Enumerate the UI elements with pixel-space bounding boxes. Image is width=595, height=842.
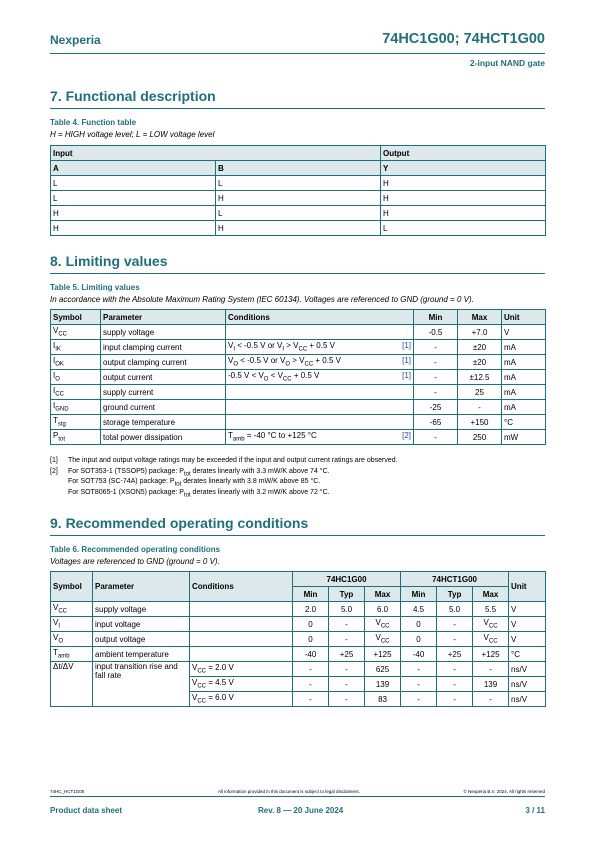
parameter-cell: supply current bbox=[101, 385, 226, 400]
table-row bbox=[51, 221, 546, 236]
cell: H bbox=[216, 191, 381, 206]
symbol-cell: $T_{stg}$ bbox=[51, 415, 101, 430]
conditions-cell bbox=[226, 415, 414, 430]
symbol-cell: $V_I$ bbox=[51, 617, 93, 632]
table-row bbox=[51, 430, 546, 445]
conditions-cell bbox=[190, 602, 293, 617]
cell: L bbox=[381, 221, 546, 236]
parameter-cell: ground current bbox=[101, 400, 226, 415]
footer-revision: Rev. 8 — 20 June 2024 bbox=[258, 806, 344, 815]
symbol-cell: $I_{OK}$ bbox=[51, 355, 101, 370]
value-cell: - bbox=[293, 662, 329, 677]
max-cell: 250 bbox=[458, 430, 502, 445]
value-cell: - bbox=[329, 662, 365, 677]
parameter-cell: input voltage bbox=[93, 617, 190, 632]
col-header-y: Y bbox=[381, 161, 546, 176]
unit-cell: mA bbox=[502, 385, 546, 400]
footer-copyright: © Nexperia B.V. 2024. All rights reserved bbox=[463, 789, 545, 794]
cell: L bbox=[51, 176, 216, 191]
value-cell: - bbox=[329, 617, 365, 632]
table-row bbox=[51, 602, 546, 617]
table-row bbox=[51, 340, 546, 355]
unit-cell: V bbox=[509, 602, 546, 617]
cell: H bbox=[51, 221, 216, 236]
recommended-conditions-table bbox=[50, 571, 546, 707]
value-cell: - bbox=[437, 662, 473, 677]
parameter-cell: storage temperature bbox=[101, 415, 226, 430]
value-cell: - bbox=[329, 632, 365, 647]
parameter-cell: input transition rise and fall rate bbox=[93, 662, 190, 707]
symbol-cell: Δt/ΔV bbox=[51, 662, 93, 707]
unit-cell: ns/V bbox=[509, 662, 546, 677]
value-cell: $V_{CC}$ bbox=[473, 632, 509, 647]
unit-cell: mA bbox=[502, 340, 546, 355]
conditions-cell bbox=[226, 325, 414, 340]
cell: L bbox=[216, 206, 381, 221]
conditions-cell bbox=[226, 400, 414, 415]
conditions-cell bbox=[190, 647, 293, 662]
conditions-cell: $V_{CC} = 4.5$ V bbox=[190, 677, 293, 692]
footer-divider bbox=[50, 796, 545, 797]
min-cell: -65 bbox=[414, 415, 458, 430]
table-5-caption: Table 5. Limiting values bbox=[50, 283, 140, 292]
table-row bbox=[51, 400, 546, 415]
section-8-divider bbox=[50, 273, 545, 274]
footnote-ref[interactable]: [2] bbox=[402, 431, 411, 441]
subheader-min: Min bbox=[293, 587, 329, 602]
unit-cell: V bbox=[502, 325, 546, 340]
value-cell: 625 bbox=[365, 662, 401, 677]
col-header-parameter: Parameter bbox=[101, 310, 226, 325]
section-8-title: 8. Limiting values bbox=[50, 253, 168, 269]
max-cell: 25 bbox=[458, 385, 502, 400]
parameter-cell: input clamping current bbox=[101, 340, 226, 355]
value-cell: 6.0 bbox=[365, 602, 401, 617]
footer-doc-id: 74HC_HCT1G00 bbox=[50, 789, 85, 794]
value-cell: - bbox=[437, 692, 473, 707]
symbol-cell: $I_{IK}$ bbox=[51, 340, 101, 355]
max-cell: +150 bbox=[458, 415, 502, 430]
brand-name: Nexperia bbox=[50, 33, 101, 47]
value-cell: 139 bbox=[365, 677, 401, 692]
value-cell: - bbox=[401, 662, 437, 677]
cell: H bbox=[381, 191, 546, 206]
cell: H bbox=[51, 206, 216, 221]
value-cell: - bbox=[437, 677, 473, 692]
conditions-cell: $V_O < -0.5$ V or $V_O > V_{CC} + 0.5$ V [1] bbox=[226, 355, 414, 370]
value-cell: $V_{CC}$ bbox=[365, 632, 401, 647]
max-cell: ±20 bbox=[458, 355, 502, 370]
footnote-ref[interactable]: [1] bbox=[402, 356, 411, 366]
max-cell: - bbox=[458, 400, 502, 415]
unit-cell: V bbox=[509, 617, 546, 632]
cell: H bbox=[381, 176, 546, 191]
section-7-title: 7. Functional description bbox=[50, 88, 216, 104]
min-cell: - bbox=[414, 340, 458, 355]
footnote-line: For SOT753 (SC-74A) package: $P_{tot}$ derates linearly with 3.8 mW/K above 85 °C. bbox=[68, 478, 321, 488]
value-cell: - bbox=[329, 692, 365, 707]
value-cell: 0 bbox=[293, 632, 329, 647]
conditions-cell: $T_{amb} = -40$ °C to +125 °C [2] bbox=[226, 430, 414, 445]
conditions-cell: $V_I < -0.5$ V or $V_I > V_{CC} + 0.5$ V [1] bbox=[226, 340, 414, 355]
document-subtitle: 2-input NAND gate bbox=[469, 58, 545, 68]
conditions-cell: $V_{CC} = 6.0$ V bbox=[190, 692, 293, 707]
table-row bbox=[51, 385, 546, 400]
value-cell: - bbox=[401, 692, 437, 707]
value-cell: +125 bbox=[473, 647, 509, 662]
max-cell: ±20 bbox=[458, 340, 502, 355]
symbol-cell: $V_O$ bbox=[51, 632, 93, 647]
unit-cell: ns/V bbox=[509, 677, 546, 692]
cell: L bbox=[51, 191, 216, 206]
value-cell: 139 bbox=[473, 677, 509, 692]
value-cell: +25 bbox=[437, 647, 473, 662]
footer-disclaimer: All information provided in this document is subject to legal disclaimers. bbox=[218, 789, 360, 794]
unit-cell: mA bbox=[502, 370, 546, 385]
max-cell: +7.0 bbox=[458, 325, 502, 340]
symbol-cell: $I_{CC}$ bbox=[51, 385, 101, 400]
min-cell: -25 bbox=[414, 400, 458, 415]
unit-cell: mW bbox=[502, 430, 546, 445]
unit-cell: mA bbox=[502, 355, 546, 370]
col-header-min: Min bbox=[414, 310, 458, 325]
min-cell: -0.5 bbox=[414, 325, 458, 340]
footnote-line: [2] For SOT353-1 (TSSOP5) package: $P_{tot}$ derates linearly with 3.3 mW/K above 74 °C. bbox=[50, 467, 330, 477]
parameter-cell: output voltage bbox=[93, 632, 190, 647]
footnote-line: [1] The input and output voltage ratings may be exceeded if the input and output current ratings are observed. bbox=[50, 457, 398, 464]
table-row bbox=[51, 191, 546, 206]
col-header-symbol: Symbol bbox=[51, 572, 93, 602]
col-header-74hct1g00: 74HCT1G00 bbox=[401, 572, 509, 587]
table-row bbox=[51, 617, 546, 632]
value-cell: - bbox=[293, 692, 329, 707]
symbol-cell: $I_O$ bbox=[51, 370, 101, 385]
header-divider bbox=[50, 53, 545, 54]
limiting-values-table bbox=[50, 309, 546, 445]
table-row bbox=[51, 176, 546, 191]
col-header-unit: Unit bbox=[509, 572, 546, 602]
col-header-a: A bbox=[51, 161, 216, 176]
parameter-cell: supply voltage bbox=[93, 602, 190, 617]
symbol-cell: $T_{amb}$ bbox=[51, 647, 93, 662]
table-row bbox=[51, 632, 546, 647]
value-cell: 83 bbox=[365, 692, 401, 707]
cell: H bbox=[216, 221, 381, 236]
value-cell: - bbox=[437, 632, 473, 647]
function-table bbox=[50, 145, 546, 236]
subheader-max: Max bbox=[365, 587, 401, 602]
parameter-cell: total power dissipation bbox=[101, 430, 226, 445]
unit-cell: °C bbox=[509, 647, 546, 662]
col-header-symbol: Symbol bbox=[51, 310, 101, 325]
col-header-unit: Unit bbox=[502, 310, 546, 325]
value-cell: $V_{CC}$ bbox=[473, 617, 509, 632]
value-cell: 0 bbox=[401, 632, 437, 647]
min-cell: - bbox=[414, 370, 458, 385]
min-cell: - bbox=[414, 430, 458, 445]
table-4-caption: Table 4. Function table bbox=[50, 118, 137, 127]
unit-cell: °C bbox=[502, 415, 546, 430]
table-row bbox=[51, 325, 546, 340]
footer-doc-type: Product data sheet bbox=[50, 806, 123, 815]
conditions-cell: -0.5 $V < V_O < V_{CC} + 0.5$ V [1] bbox=[226, 370, 414, 385]
parameter-cell: output clamping current bbox=[101, 355, 226, 370]
part-number: 74HC1G00; 74HCT1G00 bbox=[382, 31, 545, 47]
conditions-cell bbox=[190, 632, 293, 647]
table-4-note: H = HIGH voltage level; L = LOW voltage level bbox=[50, 130, 215, 139]
section-7-divider bbox=[50, 108, 545, 109]
table-row bbox=[51, 662, 546, 677]
value-cell: 0 bbox=[401, 617, 437, 632]
conditions-cell: $V_{CC} = 2.0$ V bbox=[190, 662, 293, 677]
value-cell: 4.5 bbox=[401, 602, 437, 617]
cell: H bbox=[381, 206, 546, 221]
footnote-line: For SOT8065-1 (XSON5) package: $P_{tot}$ derates linearly with 3.2 mW/K above 72 °C. bbox=[68, 488, 330, 498]
subheader-min: Min bbox=[401, 587, 437, 602]
symbol-cell: $V_{CC}$ bbox=[51, 602, 93, 617]
subheader-max: Max bbox=[473, 587, 509, 602]
unit-cell: ns/V bbox=[509, 692, 546, 707]
table-row bbox=[51, 370, 546, 385]
value-cell: -40 bbox=[293, 647, 329, 662]
value-cell: - bbox=[473, 662, 509, 677]
subheader-typ: Typ bbox=[437, 587, 473, 602]
parameter-cell: supply voltage bbox=[101, 325, 226, 340]
col-header-74hc1g00: 74HC1G00 bbox=[293, 572, 401, 587]
col-header-conditions: Conditions bbox=[190, 572, 293, 602]
value-cell: - bbox=[401, 677, 437, 692]
symbol-cell: $I_{GND}$ bbox=[51, 400, 101, 415]
col-header-conditions: Conditions bbox=[226, 310, 414, 325]
subheader-typ: Typ bbox=[329, 587, 365, 602]
table-row bbox=[51, 206, 546, 221]
max-cell: ±12.5 bbox=[458, 370, 502, 385]
table-6-caption: Table 6. Recommended operating conditions bbox=[50, 545, 221, 554]
symbol-cell: $P_{tot}$ bbox=[51, 430, 101, 445]
table-row bbox=[51, 415, 546, 430]
table-5-note: In accordance with the Absolute Maximum Rating System (IEC 60134). Voltages are referenced to GND (ground = 0 V). bbox=[50, 295, 474, 304]
value-cell: 0 bbox=[293, 617, 329, 632]
value-cell: $V_{CC}$ bbox=[365, 617, 401, 632]
footer-page-number: 3 / 11 bbox=[525, 806, 545, 815]
conditions-cell bbox=[190, 617, 293, 632]
conditions-cell bbox=[226, 385, 414, 400]
table-row bbox=[51, 355, 546, 370]
value-cell: 5.0 bbox=[329, 602, 365, 617]
cell: L bbox=[216, 176, 381, 191]
table-row bbox=[51, 647, 546, 662]
section-9-title: 9. Recommended operating conditions bbox=[50, 515, 309, 531]
value-cell: 5.0 bbox=[437, 602, 473, 617]
unit-cell: V bbox=[509, 632, 546, 647]
unit-cell: mA bbox=[502, 400, 546, 415]
symbol-cell: $V_{CC}$ bbox=[51, 325, 101, 340]
input-group-header: Input bbox=[51, 146, 381, 161]
parameter-cell: output current bbox=[101, 370, 226, 385]
value-cell: -40 bbox=[401, 647, 437, 662]
value-cell: +125 bbox=[365, 647, 401, 662]
min-cell: - bbox=[414, 355, 458, 370]
value-cell: - bbox=[437, 617, 473, 632]
col-header-b: B bbox=[216, 161, 381, 176]
col-header-max: Max bbox=[458, 310, 502, 325]
min-cell: - bbox=[414, 385, 458, 400]
section-9-divider bbox=[50, 535, 545, 536]
parameter-cell: ambient temperature bbox=[93, 647, 190, 662]
value-cell: - bbox=[329, 677, 365, 692]
footnote-ref[interactable]: [1] bbox=[402, 371, 411, 381]
value-cell: +25 bbox=[329, 647, 365, 662]
output-group-header: Output bbox=[381, 146, 546, 161]
value-cell: - bbox=[293, 677, 329, 692]
table-6-note: Voltages are referenced to GND (ground = 0 V). bbox=[50, 557, 220, 566]
col-header-parameter: Parameter bbox=[93, 572, 190, 602]
value-cell: - bbox=[473, 692, 509, 707]
value-cell: 5.5 bbox=[473, 602, 509, 617]
value-cell: 2.0 bbox=[293, 602, 329, 617]
footnote-ref[interactable]: [1] bbox=[402, 341, 411, 351]
